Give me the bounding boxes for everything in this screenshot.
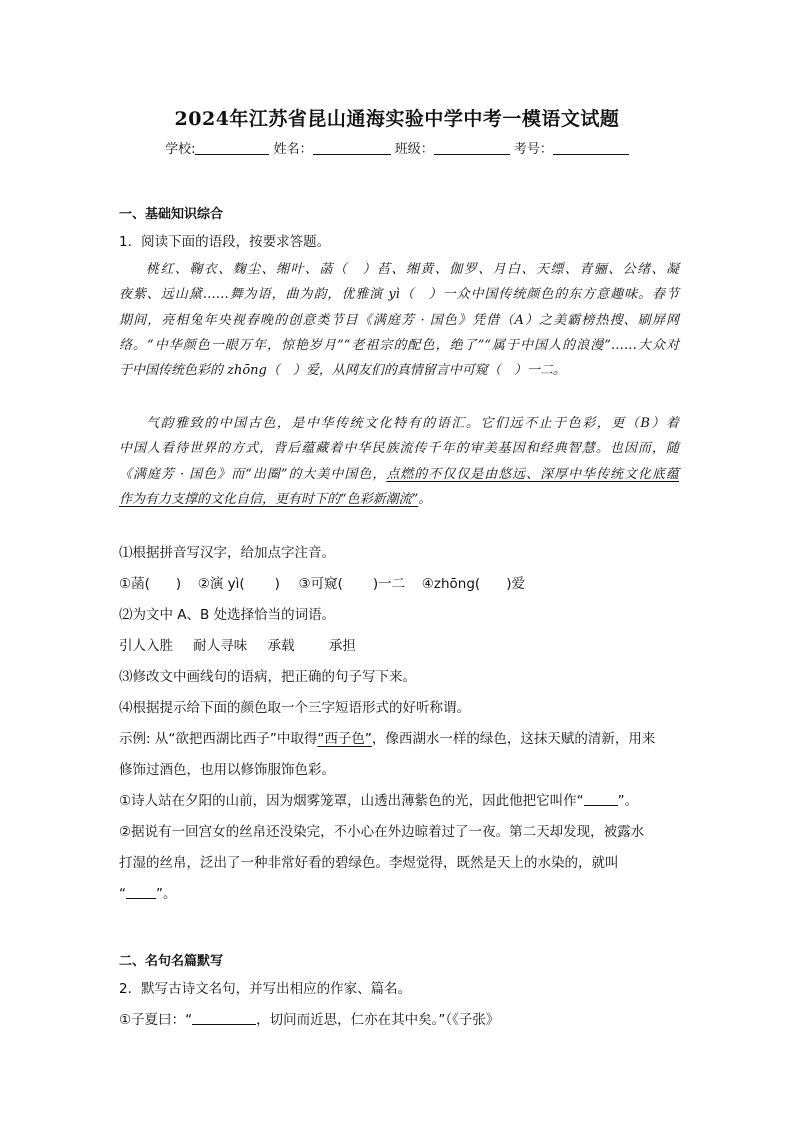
id-label: 考号：	[513, 142, 553, 157]
class-blank[interactable]	[434, 140, 510, 155]
sub-question-1: ⑴根据拼音写汉字，给加点字注音。	[119, 545, 335, 561]
word-option: 承担	[328, 638, 356, 654]
passage-line: 络。“中华颜色一眼万年，惊艳岁月”“老祖宗的配色，绝了”“属于中国人的浪漫”……大众对	[119, 337, 679, 353]
color-item-2-line-1: ②据说有一回宫女的丝帛还没染完，不小心在外边晾着过了一夜。第二天却发现，被露水	[119, 824, 645, 840]
name-blank[interactable]	[313, 140, 391, 155]
passage-line: 气韵雅致的中国古色，是中华传统文化特有的语汇。它们远不止于色彩，更（B）着	[146, 416, 679, 431]
answer-blank[interactable]	[584, 793, 618, 806]
answer-blank[interactable]	[192, 1012, 256, 1025]
sub-question-1-items: ①菡( ) ②演 yì( ) ③可窥( )一二 ④zhōng( )爱	[119, 576, 525, 592]
passage-line: 于中国传统色彩的 zhōng（ ）爱，从网友们的真情留言中可窥（ ）一二。	[119, 363, 566, 379]
name-label: 姓名：	[273, 142, 313, 157]
passage-line: 作为有力支撑的文化自信，更有时下的“色彩新潮流”。	[119, 491, 432, 507]
question-2-prompt: 2．默写古诗文名句，并写出相应的作家、篇名。	[119, 981, 412, 997]
school-label: 学校:	[165, 142, 196, 157]
poem-item-1: ①子夏曰：“ ，切问而近思，仁亦在其中矣。”（《子张》	[119, 1012, 500, 1028]
word-option: 耐人寻味	[193, 638, 248, 654]
sub-question-4: ⑷根据提示给下面的颜色取一个三字短语形式的好听称谓。	[119, 700, 470, 716]
answer-blank[interactable]	[126, 886, 156, 899]
word-option: 引人入胜	[119, 638, 173, 654]
color-item-2-line-2: 打湿的丝帛，泛出了一种非常好看的碧绿色。李煜觉得，既然是天上的水染的，就叫	[119, 855, 619, 871]
passage-line: 《满庭芳 · 国色》而“出圈”的大美中国色，点燃的不仅仅是由悠远、深厚中华传统文化底蕴	[119, 466, 679, 482]
passage-line: 桃红、鞠衣、麴尘、缃叶、菡（ ）萏、缃黄、伽罗、月白、天缥、青骊、公绪、凝	[146, 262, 679, 277]
example-line-2: 修饰过酒色，也用以修饰服饰色彩。	[119, 762, 335, 778]
word-options	[119, 634, 372, 654]
underlined-sentence: 作为有力支撑的文化自信，更有时下的“色彩新潮流”	[119, 491, 419, 507]
passage-paragraph-1	[119, 257, 679, 383]
sub-question-2: ⑵为文中 A、B 处选择恰当的词语。	[119, 607, 336, 623]
page-title: 2024年江苏省昆山通海实验中学中考一模语文试题	[174, 108, 620, 130]
passage-line: 期间，亮相兔年央视春晚的创意类节目《满庭芳 · 国色》凭借（A）之美霸榜热搜、刷屏网	[119, 312, 679, 328]
question-1-prompt: 1．阅读下面的语段，按要求答题。	[119, 234, 331, 250]
sub-question-3: ⑶修改文中画线句的语病，把正确的句子写下来。	[119, 669, 416, 685]
section-1-heading: 一、基础知识综合	[119, 207, 224, 222]
passage-line: 中国人看待世界的方式，背后蕴藏着中华民族流传千年的审美基因和经典智慧。也因而，随	[119, 441, 679, 457]
color-item-1: ①诗人站在夕阳的山前，因为烟雾笼罩，山透出薄紫色的光，因此他把它叫作“ ”。	[119, 793, 639, 809]
passage-line: 夜紫、远山黛……舞为语，曲为韵，优雅演 yì（ ）一众中国传统颜色的东方意趣味。春节	[119, 287, 679, 303]
school-blank[interactable]	[195, 140, 269, 155]
student-info-line	[0, 138, 794, 157]
example-underlined: “西子色”	[317, 731, 372, 747]
color-item-2-line-3: “ ”。	[119, 886, 177, 902]
example-line-1: 示例: 从“欲把西湖比西子”中取得“西子色”，像西湖水一样的绿色，这抹天赋的清新，用来	[119, 731, 656, 747]
word-option: 承载	[267, 638, 295, 654]
passage-paragraph-2	[119, 411, 679, 512]
section-2-heading: 二、名句名篇默写	[119, 954, 224, 969]
underlined-sentence: 点燃的不仅仅是由悠远、深厚中华传统文化底蕴	[386, 466, 679, 482]
class-label: 班级：	[394, 142, 434, 157]
id-blank[interactable]	[553, 140, 629, 155]
